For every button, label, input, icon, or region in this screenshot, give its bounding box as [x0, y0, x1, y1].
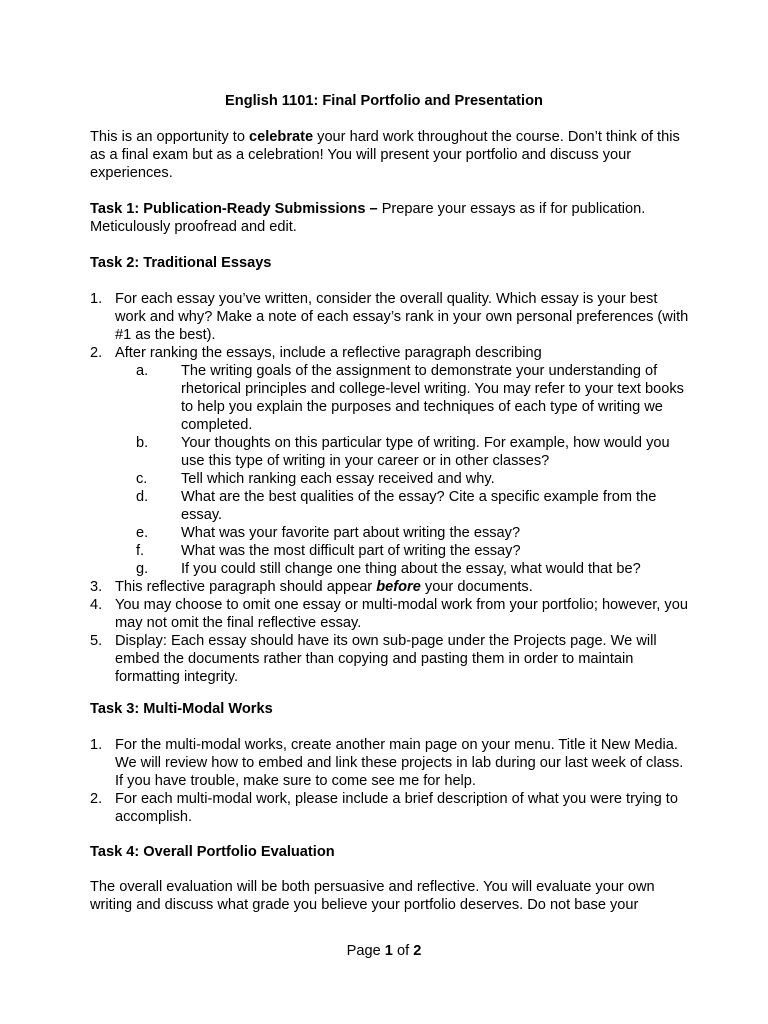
- list-item-text: For the multi-modal works, create another main page on your menu. Title it New Media. We will review how to embed and link these projects in lab during our last week of class. If you have trouble, make sure to come see me for help.: [115, 737, 684, 789]
- list-item: 4. You may choose to omit one essay or multi-modal work from your portfolio; however, you may not omit the final reflective essay.: [90, 597, 688, 631]
- task3-list: [90, 736, 690, 826]
- list-item-text: Display: Each essay should have its own sub-page under the Projects page. We will embed the documents rather than copying and pasting them in order to maintain formatting integrity.: [115, 633, 657, 685]
- list-item-text: For each multi-modal work, please include a brief description of what you were trying to accomplish.: [115, 791, 678, 825]
- list-item: 5. Display: Each essay should have its own sub-page under the Projects page. We will embed the documents rather than copying and pasting them in order to maintain formatting integrity.: [90, 633, 657, 685]
- sub-list-item-text: If you could still change one thing about the essay, what would that be?: [181, 561, 641, 577]
- intro-text-end: your hard work throughout the course. Don’t think of this as a final exam but as a celebration! You will present your portfolio and discuss your experiences.: [90, 129, 680, 181]
- sub-list-item: [136, 470, 690, 488]
- sub-list-item-text: What are the best qualities of the essay? Cite a specific example from the essay.: [181, 489, 657, 523]
- footer-of-label: of: [392, 943, 414, 959]
- sub-list-item: [136, 362, 690, 434]
- footer-total-pages: 2: [413, 943, 422, 959]
- sub-list-item: [136, 488, 690, 524]
- list-item-emphasis: before: [376, 579, 421, 595]
- list-item-text: This reflective paragraph should appear: [115, 579, 377, 595]
- intro-text-start: This is an opportunity to: [90, 129, 249, 145]
- list-item: 1. For the multi-modal works, create another main page on your menu. Title it New Media. We will review how to embed and link these projects in lab during our last week of class. If you have trouble, make sure to come see me for help.: [90, 737, 684, 789]
- document-title: English 1101: Final Portfolio and Presentation: [225, 93, 543, 109]
- sub-list-item-text: What was the most difficult part of writing the essay?: [181, 543, 521, 559]
- sub-list-item: [136, 560, 690, 578]
- sub-list-letter: b.: [136, 435, 149, 451]
- list-item: 1. For each essay you’ve written, consider the overall quality. Which essay is your best work and why? Make a note of each essay’s rank in your own personal preferences (with #1 as the best).: [90, 291, 689, 343]
- sub-list-letter: d.: [136, 489, 149, 505]
- list-item-text: After ranking the essays, include a reflective paragraph describing: [115, 345, 542, 361]
- task4-heading: Task 4: Overall Portfolio Evaluation: [90, 844, 335, 860]
- task2-heading: Task 2: Traditional Essays: [90, 255, 272, 271]
- page-number-footer: [0, 942, 768, 960]
- task1-text: Prepare your essays as if for publication. Meticulously proofread and edit.: [90, 201, 646, 235]
- sub-list-letter: f.: [136, 543, 145, 559]
- sub-list-item-text: The writing goals of the assignment to demonstrate your understanding of rhetorical principles and college-level writing. You may refer to your text books to help you explain the purposes and techniques of each type of writing we completed.: [181, 363, 684, 433]
- list-item-text-end: your documents.: [420, 579, 533, 595]
- sub-list-letter: e.: [136, 525, 149, 541]
- task1-paragraph: [90, 200, 690, 236]
- sub-list-item-text: Tell which ranking each essay received and why.: [181, 471, 495, 487]
- task4-paragraph: The overall evaluation will be both persuasive and reflective. You will evaluate your own writing and discuss what grade you believe your portfolio deserves. Do not base your: [90, 879, 655, 913]
- list-item-text: For each essay you’ve written, consider the overall quality. Which essay is your best work and why? Make a note of each essay’s rank in your own personal preferences (with #1 as the best).: [115, 291, 689, 343]
- task3-heading: Task 3: Multi-Modal Works: [90, 701, 273, 717]
- sub-list-item: [136, 542, 690, 560]
- sub-list-letter: c.: [136, 471, 148, 487]
- sub-list-item: [136, 434, 690, 470]
- intro-emphasis: celebrate: [249, 129, 314, 145]
- footer-current-page: 1: [384, 943, 393, 959]
- list-item-text: You may choose to omit one essay or multi-modal work from your portfolio; however, you may not omit the final reflective essay.: [115, 597, 688, 631]
- sub-list-letter: a.: [136, 363, 149, 379]
- footer-page-label: Page: [346, 943, 385, 959]
- task1-heading: Task 1: Publication-Ready Submissions –: [90, 201, 378, 217]
- sub-list-item: [136, 524, 690, 542]
- sub-list-item-text: Your thoughts on this particular type of writing. For example, how would you use this type of writing in your career or in other classes?: [181, 435, 670, 469]
- list-item: 2. After ranking the essays, include a reflective paragraph describing: [90, 345, 542, 361]
- sub-list-letter: g.: [136, 561, 149, 577]
- list-item: 3. This reflective paragraph should appear before your documents.: [90, 579, 533, 595]
- sub-list-item-text: What was your favorite part about writing the essay?: [181, 525, 521, 541]
- task2-list: [90, 290, 690, 686]
- list-item: 2. For each multi-modal work, please include a brief description of what you were trying to accomplish.: [90, 791, 678, 825]
- intro-paragraph: [90, 128, 690, 182]
